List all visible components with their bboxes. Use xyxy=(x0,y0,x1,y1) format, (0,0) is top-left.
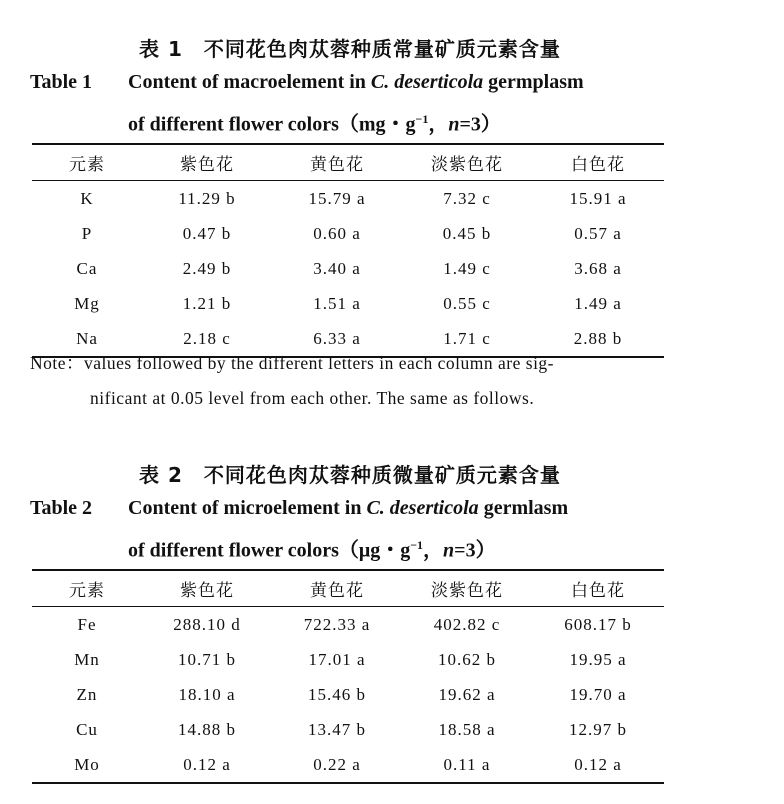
table-cell: 15.79 a xyxy=(308,188,366,208)
table-note-line1: Note：values followed by the different letters in each column are sig- xyxy=(30,353,555,373)
table2-en-line1-post: germlasm xyxy=(478,497,569,519)
table2-header-cell: 白色花 xyxy=(532,570,664,607)
table-note-line2: nificant at 0.05 level from each other. The same as follows. xyxy=(90,388,535,408)
table-cell: 10.62 b xyxy=(438,649,496,669)
table2-en-line1-pre: Content of microelement in xyxy=(128,497,367,519)
table2-header-row xyxy=(32,570,664,607)
table2-cn-title: 表 2 不同花色肉苁蓉种质微量矿质元素含量 xyxy=(139,463,561,487)
table1-header-cell: 元素 xyxy=(32,144,142,181)
table2-header-cell: 紫色花 xyxy=(142,570,272,607)
table-cell: 19.70 a xyxy=(569,684,627,704)
table1-en-line1-post: germplasm xyxy=(483,71,584,93)
table-cell: 1.49 a xyxy=(574,293,622,313)
table1-en-line1-pre: Content of macroelement in xyxy=(128,71,371,93)
table2-en-species: C. deserticola xyxy=(366,497,479,519)
table-cell: Mo xyxy=(32,747,142,783)
table-cell: 2.18 c xyxy=(142,321,272,357)
table1-header-cell: 黄色花 xyxy=(272,144,402,181)
table-row xyxy=(32,642,664,677)
table-cell: 722.33 a xyxy=(303,614,371,634)
table-note xyxy=(30,346,680,416)
table-cell: Ca xyxy=(76,258,98,278)
table-cell: 1.51 a xyxy=(313,293,361,313)
table2-header-cell: 元素 xyxy=(32,570,142,607)
table1 xyxy=(32,143,664,358)
table1-en-species: C. deserticola xyxy=(370,71,484,93)
table-cell: Cu xyxy=(76,719,98,739)
table-cell: 15.91 a xyxy=(569,188,627,208)
table-cell: 0.60 a xyxy=(313,223,361,243)
table-cell: 18.10 a xyxy=(178,684,236,704)
table-cell: 13.47 b xyxy=(308,719,366,739)
table2-en-title xyxy=(30,490,730,570)
table2 xyxy=(32,569,664,784)
table-cell: 14.88 b xyxy=(178,719,236,739)
table-row xyxy=(32,181,664,217)
table-cell: 402.82 c xyxy=(433,614,501,634)
table-cell: 608.17 b xyxy=(564,614,632,634)
table-cell: 0.22 a xyxy=(272,747,402,783)
table-cell: K xyxy=(80,188,94,208)
table1-en-n: n xyxy=(448,113,460,136)
table-cell: 10.71 b xyxy=(178,649,236,669)
table-cell: 19.95 a xyxy=(569,649,627,669)
table-row xyxy=(32,747,664,783)
table1-en-line2-pre: of different flower colors（mg・g xyxy=(128,113,416,136)
table2-en-line2-post: =3） xyxy=(454,539,496,562)
table-cell: 3.40 a xyxy=(313,258,361,278)
table2-en-unit-sup: −1 xyxy=(410,538,424,552)
table-cell: 0.47 b xyxy=(182,223,232,243)
table-cell: 3.68 a xyxy=(574,258,622,278)
table-cell: 1.21 b xyxy=(182,293,232,313)
table-cell: Mn xyxy=(74,649,100,669)
table-cell: 0.55 c xyxy=(443,293,491,313)
table-cell: 17.01 a xyxy=(308,649,366,669)
table-cell: 0.45 b xyxy=(442,223,492,243)
table-cell: 15.46 b xyxy=(308,684,366,704)
table-cell: 12.97 b xyxy=(569,719,627,739)
table-cell: 2.49 b xyxy=(182,258,232,278)
table-cell: P xyxy=(81,223,93,243)
table-cell: Zn xyxy=(76,684,98,704)
table1-en-label: Table 1 xyxy=(30,71,93,93)
table1-cn-title: 表 1 不同花色肉苁蓉种质常量矿质元素含量 xyxy=(139,37,561,61)
table-cell: 7.32 c xyxy=(443,188,491,208)
table1-header-cell: 白色花 xyxy=(532,144,664,181)
table1-en-unit-sup: −1 xyxy=(415,112,429,126)
table-cell: Na xyxy=(32,321,142,357)
table-cell: 6.33 a xyxy=(272,321,402,357)
table-row xyxy=(32,251,664,286)
table-cell: Mg xyxy=(74,293,100,313)
table1-header-cell: 淡紫色花 xyxy=(402,144,532,181)
table2-header-cell: 淡紫色花 xyxy=(402,570,532,607)
table2-en-line2-mid: ， xyxy=(423,539,444,562)
table2-en-label: Table 2 xyxy=(30,497,93,519)
table-cell: 19.62 a xyxy=(438,684,496,704)
table1-en-line2-post: =3） xyxy=(459,113,501,136)
table-cell: 1.71 c xyxy=(402,321,532,357)
table-cell: Fe xyxy=(77,614,97,634)
table1-header-cell: 紫色花 xyxy=(142,144,272,181)
table-cell: 0.11 a xyxy=(402,747,532,783)
table1-en-title xyxy=(30,64,730,144)
table2-en-line2-pre: of different flower colors（μg・g xyxy=(128,539,411,562)
table-cell: 18.58 a xyxy=(438,719,496,739)
table2-header-cell: 黄色花 xyxy=(272,570,402,607)
table-cell: 11.29 b xyxy=(178,188,236,208)
table-row xyxy=(32,712,664,747)
table1-header-row xyxy=(32,144,664,181)
table-cell: 0.57 a xyxy=(574,223,622,243)
table-row xyxy=(32,607,664,643)
table-cell: 0.12 a xyxy=(142,747,272,783)
table-cell: 1.49 c xyxy=(443,258,491,278)
table2-en-n: n xyxy=(443,539,455,562)
table1-en-line2-mid: ， xyxy=(428,113,449,136)
table-row xyxy=(32,216,664,251)
table-row xyxy=(32,677,664,712)
table-cell: 288.10 d xyxy=(173,614,241,634)
table-row xyxy=(32,286,664,321)
table-cell: 0.12 a xyxy=(532,747,664,783)
table-cell: 2.88 b xyxy=(532,321,664,357)
